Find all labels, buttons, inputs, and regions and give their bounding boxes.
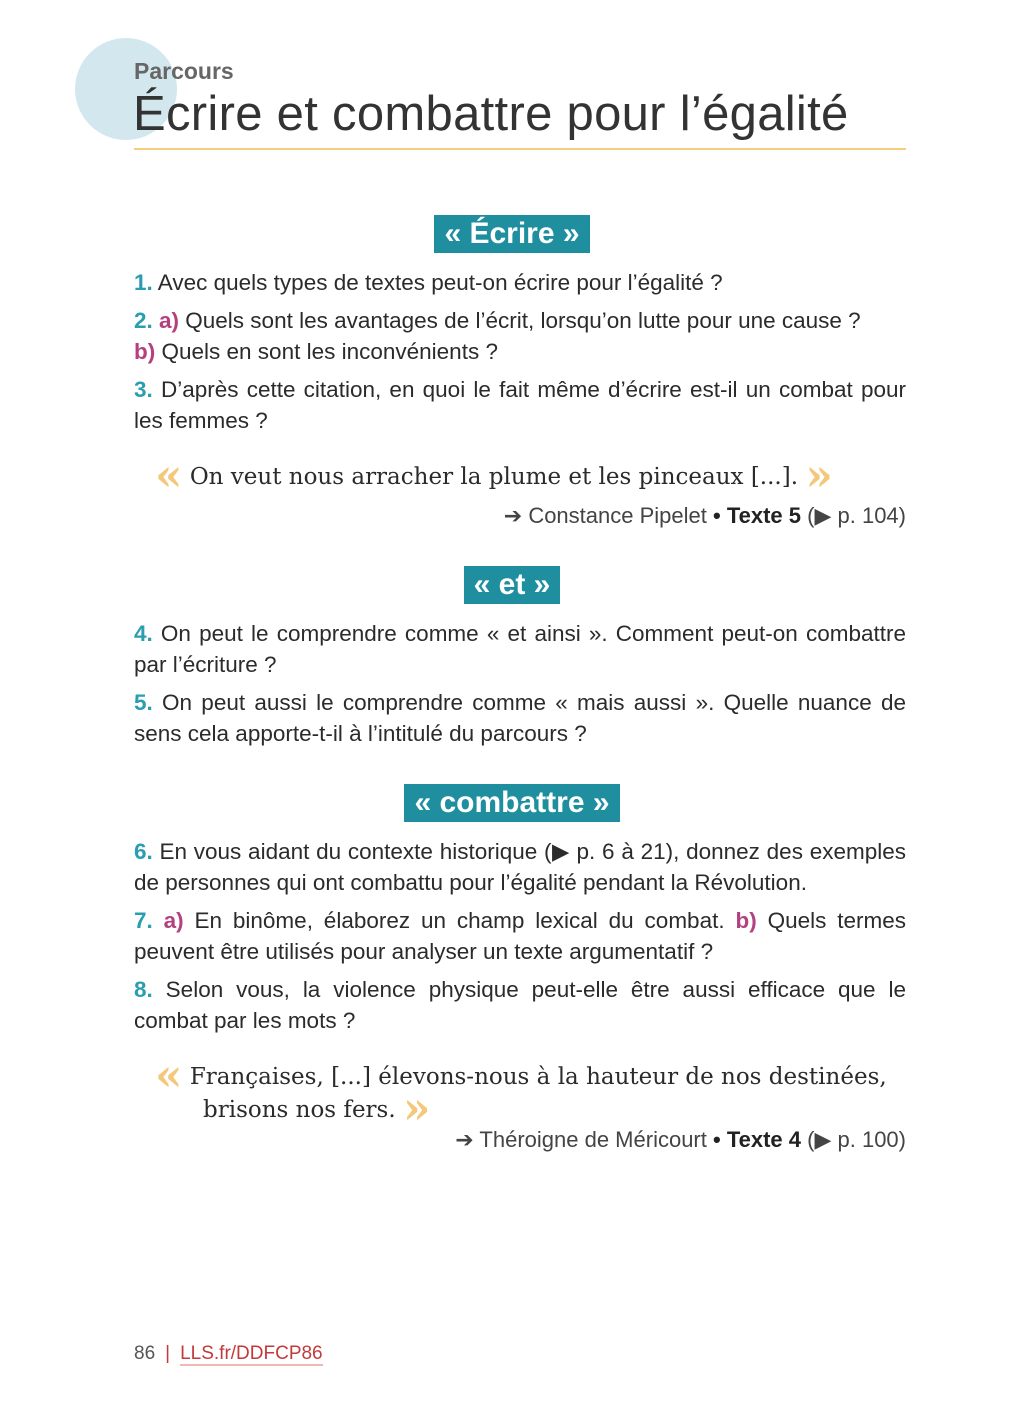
question-5 (134, 688, 906, 749)
question-number: 4. (134, 621, 153, 646)
question-text: Selon vous, la violence physique peut-elle être aussi efficace que le combat par les mots ? (134, 977, 906, 1033)
quote-source-pipelet (504, 503, 906, 529)
quote-text: On veut nous arracher la plume et les pinceaux [...]. (189, 464, 799, 490)
question-7 (134, 906, 906, 967)
page-number: 86 (134, 1343, 156, 1364)
section-ecrire-heading-wrap (0, 215, 1024, 253)
question-2 (134, 306, 906, 367)
question-number: 5. (134, 690, 153, 715)
question-number: 1. (134, 270, 153, 295)
subquestion-a-text: Quels sont les avantages de l’écrit, lorsqu’on lutte pour une cause ? (179, 308, 861, 333)
quote-pipelet (155, 450, 833, 501)
source-page-ref: (▶ p. 104) (807, 503, 906, 528)
subquestion-b-label: b) (134, 338, 156, 364)
source-text-ref: Texte 5 (726, 503, 802, 528)
question-1 (134, 268, 906, 299)
quote-mericourt (155, 1050, 887, 1134)
question-3 (134, 375, 906, 436)
page-title: Écrire et combattre pour l’égalité (133, 87, 849, 141)
section-et-tag: « et » (464, 566, 561, 604)
question-number: 2. (134, 308, 153, 333)
subquestion-b-text: Quels termes peuvent être utilisés pour analyser un texte argumentatif ? (134, 908, 906, 964)
question-text: D’après cette citation, en quoi le fait même d’écrire est-il un combat pour les femmes ? (134, 377, 906, 433)
section-ecrire-tag: « Écrire » (434, 215, 589, 253)
source-author: Théroigne de Méricourt (479, 1127, 707, 1152)
source-bullet: • (713, 1127, 721, 1152)
title-underline (134, 148, 906, 150)
source-author: Constance Pipelet (528, 503, 707, 528)
open-quote-mark: « (155, 1050, 183, 1101)
question-text: On peut le comprendre comme « et ainsi ». Comment peut-on combattre par l’écriture ? (134, 621, 906, 677)
question-number: 6. (134, 839, 153, 864)
quote-line-1: Françaises, [...] élevons-nous à la hauteur de nos destinées, (189, 1064, 887, 1090)
page-footer (134, 1343, 323, 1365)
question-text: En vous aidant du contexte historique (▶ p. 6 à 21), donnez des exemples de personnes qui ont combattu pour l’égalité pendant la Révolution. (134, 839, 906, 895)
subquestion-a-text: En binôme, élaborez un champ lexical du combat. (183, 908, 736, 933)
subquestion-a-label: a) (152, 308, 180, 333)
close-quote-mark: » (402, 1083, 431, 1134)
question-number: 7. (134, 908, 153, 933)
footer-separator: | (165, 1343, 171, 1364)
question-4 (134, 619, 906, 680)
source-bullet: • (713, 503, 721, 528)
section-et-heading-wrap (0, 566, 1024, 604)
question-6 (134, 837, 906, 898)
open-quote-mark: « (155, 450, 183, 501)
question-number: 3. (134, 377, 153, 402)
subquestion-b-label: b) (735, 908, 757, 933)
question-text: On peut aussi le comprendre comme « mais aussi ». Quelle nuance de sens cela apporte-t-il à l’intitulé du parcours ? (134, 690, 906, 746)
question-number: 8. (134, 977, 153, 1002)
quote-line-2: brisons nos fers. (203, 1097, 396, 1123)
section-combattre-tag: « combattre » (404, 784, 619, 822)
quote-source-mericourt (455, 1127, 906, 1153)
arrow-icon: ➔ (503, 503, 523, 528)
section-combattre-heading-wrap (0, 784, 1024, 822)
section-kicker: Parcours (134, 58, 234, 84)
source-text-ref: Texte 4 (726, 1127, 802, 1152)
footer-link[interactable]: LLS.fr/DDFCP86 (180, 1343, 323, 1364)
close-quote-mark: » (805, 450, 833, 501)
question-text: Avec quels types de textes peut-on écrire pour l’égalité ? (152, 270, 723, 295)
subquestion-b-text: Quels en sont les inconvénients ? (155, 338, 498, 364)
arrow-icon: ➔ (455, 1127, 474, 1152)
subquestion-a-label: a) (152, 908, 184, 933)
source-page-ref: (▶ p. 100) (807, 1127, 906, 1152)
question-8 (134, 975, 906, 1036)
